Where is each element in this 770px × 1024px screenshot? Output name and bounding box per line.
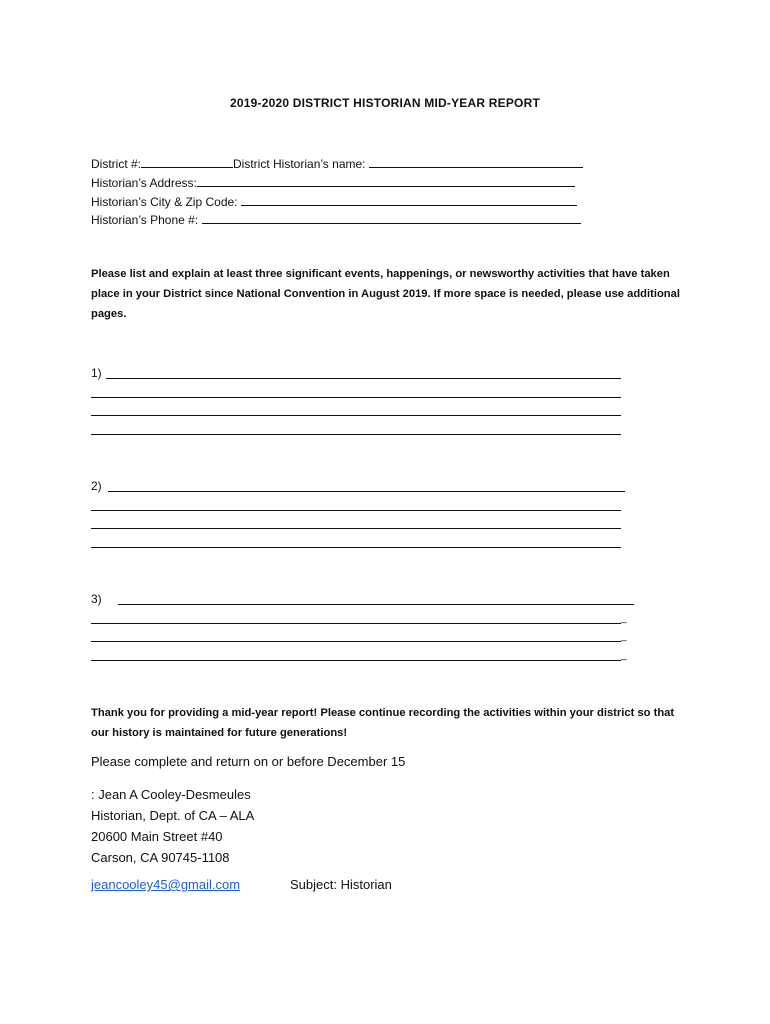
item-3-number: 3)	[91, 592, 102, 606]
address-line-3: 20600 Main Street #40	[91, 829, 223, 844]
item-3-line-2-tail: _	[621, 613, 627, 624]
item-2-number: 2)	[91, 479, 102, 493]
address-line-1: : Jean A Cooley-Desmeules	[91, 787, 251, 802]
district-field[interactable]	[141, 155, 233, 168]
item-2-line-3[interactable]	[91, 528, 621, 529]
item-2-line-4[interactable]	[91, 547, 621, 548]
report-title: 2019-2020 DISTRICT HISTORIAN MID-YEAR REPORT	[230, 96, 540, 110]
item-1-line-2[interactable]	[91, 397, 621, 398]
item-3-line-4[interactable]	[91, 660, 621, 661]
item-1-line-3[interactable]	[91, 415, 621, 416]
item-3-line-3[interactable]	[91, 641, 621, 642]
email-link[interactable]: jeancooley45@gmail.com	[91, 877, 241, 892]
address-line-2: Historian, Dept. of CA – ALA	[91, 808, 255, 823]
instructions-text: Please list and explain at least three significant events, happenings, or newsworthy activities that have taken place in your District since National Convention in August 2019. If more space is needed, please use additional pages.	[91, 268, 680, 320]
item-1-number: 1)	[91, 366, 102, 380]
thank-you-text: Thank you for providing a mid-year report! Please continue recording the activities within your district so that our history is maintained for future generations!	[91, 707, 675, 739]
email-subject: Subject: Historian	[290, 877, 392, 892]
item-3-line-1[interactable]	[118, 604, 634, 605]
historian-name-label: District Historian’s name:	[233, 157, 366, 171]
item-1-line-1[interactable]	[106, 378, 621, 379]
district-row	[91, 155, 583, 171]
address-row	[91, 174, 575, 190]
item-3-line-3-tail: _	[621, 631, 627, 642]
item-3-line-4-tail: _	[621, 650, 627, 661]
phone-row	[91, 211, 581, 227]
phone-label: Historian’s Phone #:	[91, 213, 199, 227]
city-zip-row	[91, 193, 577, 209]
item-3-line-2[interactable]	[91, 623, 621, 624]
city-zip-field[interactable]	[241, 193, 577, 206]
return-note: Please complete and return on or before December 15	[91, 754, 406, 769]
address-label: Historian’s Address:	[91, 176, 197, 190]
item-2-line-1[interactable]	[108, 491, 625, 492]
mailing-address	[91, 784, 254, 868]
district-label: District #:	[91, 157, 142, 171]
historian-name-field[interactable]	[369, 155, 583, 168]
address-field[interactable]	[197, 174, 575, 187]
address-line-4: Carson, CA 90745-1108	[91, 850, 230, 865]
item-1-line-4[interactable]	[91, 434, 621, 435]
phone-field[interactable]	[202, 211, 581, 224]
city-zip-label: Historian’s City & Zip Code:	[91, 195, 238, 209]
item-2-line-2[interactable]	[91, 510, 621, 511]
